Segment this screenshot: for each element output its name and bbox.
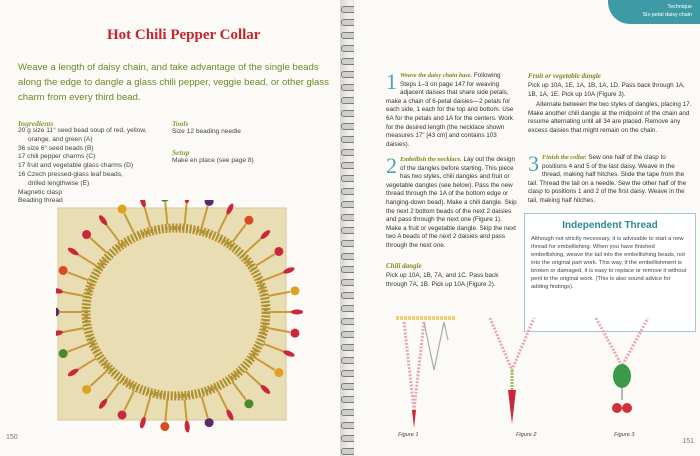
step-text: Lay out the design of the dangles before starting. This piece has two styles, chili dangles and fruit or vegetable dangles (see below). Pass the new thread through the 1A of the bottom edge or hanging-down bead). Make a chili dangle. Skip the next 2 bottom beads of the next 2 daisies and pass through the next one (Figure 1). Make a fruit or vegetable dangle. Skip the next two A beads of the next 2 daisies and pass through the next one. (386, 156, 517, 249)
page-number: 150 (6, 434, 18, 441)
step-heading: Embellish the necklace. (400, 156, 462, 163)
veggie-charm (59, 266, 68, 275)
chili-charm (184, 200, 190, 204)
page-number: 151 (682, 438, 694, 445)
step-number: 3 (528, 151, 539, 176)
chili-charm (139, 200, 147, 208)
figures-illustration (386, 300, 696, 440)
list-item: Beading thread (18, 197, 63, 205)
veggie-charm (274, 368, 283, 377)
veggie-charm (160, 200, 169, 202)
veggie-charm (290, 329, 299, 338)
veggie-charm (290, 286, 299, 295)
list-item: 16 Czech pressed-glass leaf beads, (18, 170, 123, 178)
veggie-charm (118, 205, 127, 214)
necklace-photo (56, 200, 336, 450)
fruit-dangle-text-2: Alternate between the two styles of dangles, placing 17. Make another chili dangle at the midpoint of the chain and resume alternating until all 34 are placed. Remove any excess daisies that might remain on the chain. (528, 101, 692, 134)
veggie-charm (82, 230, 91, 239)
setup-heading: Setup (172, 148, 190, 157)
veggie-charm (274, 247, 283, 256)
figure-2-caption: Figure 2 (516, 432, 537, 438)
tools-heading: Tools (172, 119, 189, 128)
veggie-charm (205, 418, 214, 427)
veggie-charm (82, 385, 91, 394)
veggie-charm (244, 399, 253, 408)
step-3 (528, 151, 692, 206)
left-page (0, 0, 346, 456)
setup-text: Make en place (see page 8) (172, 157, 254, 164)
figure-3-caption: Figure 3 (614, 432, 635, 438)
veggie-charm (118, 410, 127, 419)
chili-charm (291, 310, 303, 315)
chili-charm (184, 420, 190, 432)
step-number: 2 (386, 153, 397, 178)
step-heading: Weave the daisy chain base. (400, 72, 473, 79)
veggie-charm (59, 349, 68, 358)
sidebar-title: Independent Thread (562, 220, 658, 231)
sidebar-text: Although not strictly necessary, it is advisable to start a new thread for embellishing. When you have finished embellishing, weave the tail into the embellishing beads, not into the original part work. This way, if the embellishment is broken or damaged, it is easy to replace or remove it without peril to the original work. (This is also sound advice for adding findings). (531, 236, 687, 290)
ingredients-list (18, 127, 158, 206)
list-item: 20 g size 11° seed bead soup of red, yellow, (18, 127, 147, 134)
figure-1-diagram (396, 318, 456, 428)
step-text: Sew one half of the clasp to positions 4 and 5 of the last daisy. Weave in the thread, making half hitches. Slide the tape from the tail. Thread the tail on a needle. Sew the other half of the clasp to positions 1 and 2 of the first daisy. Weave in the tail, making half hitches. (528, 154, 687, 204)
project-title: Hot Chili Pepper Collar (107, 27, 261, 43)
chili-dangle-heading: Chili dangle (386, 262, 422, 270)
list-item: 17 chili pepper charms (C) (18, 153, 96, 161)
list-item: Magnetic clasp (18, 188, 62, 196)
list-item: 17 fruit and vegetable glass charms (D) (18, 162, 134, 170)
fruit-dangle-text: Pick up 10A, 1E, 1A, 1B, 1A, 1D. Pass back through 1A, 1B, 1A, 1E. Pick up 10A (Figure 3). (528, 82, 685, 98)
intro-paragraph: Weave a length of daisy chain, and take advantage of the single beads along the edge to dangle a glass chili pepper, veggie bead, or other glass charm from every third bead. (18, 62, 329, 103)
fruit-dangle-heading: Fruit or vegetable dangle (528, 72, 601, 80)
figure-1-caption: Figure 1 (398, 432, 419, 438)
step-2 (386, 153, 518, 251)
veggie-charm (205, 200, 214, 206)
list-item: 36 size 6° seed beads (B) (18, 144, 94, 152)
step-number: 1 (386, 69, 397, 94)
tools-text: Size 12 beading needle (172, 128, 241, 135)
figure-2-diagram (490, 318, 534, 424)
chili-dangle-text: Pick up 10A, 1B, 7A, and 1C. Pass back through 7A, 1B. Pick up 10A (Figure 2). (386, 272, 499, 288)
technique-name: Six-petal daisy chain (642, 11, 692, 18)
list-item: drilled lengthwise (E) (28, 179, 90, 187)
veggie-charm (244, 216, 253, 225)
technique-tab (608, 0, 700, 24)
list-item: orange, and green (A) (28, 135, 93, 143)
step-text: Following Steps 1–3 on page 147 for weaving adjacent daisies that share side petals, make a chain of 6-petal daisies—2 petals for each side, 1 each for the top and bottom. Use 6A for the petals and 1A for the centers. Work for the desired length (the necklace shown measures 17" [43 cm] and contains 103 daisies). (386, 72, 514, 148)
veggie-charm (160, 422, 169, 431)
step-1 (386, 69, 518, 149)
step-heading: Finish the collar. (542, 154, 587, 161)
technique-label: Technique (667, 4, 692, 10)
ingredients-heading: Ingredients (18, 119, 54, 128)
figure-3-diagram (596, 318, 648, 413)
